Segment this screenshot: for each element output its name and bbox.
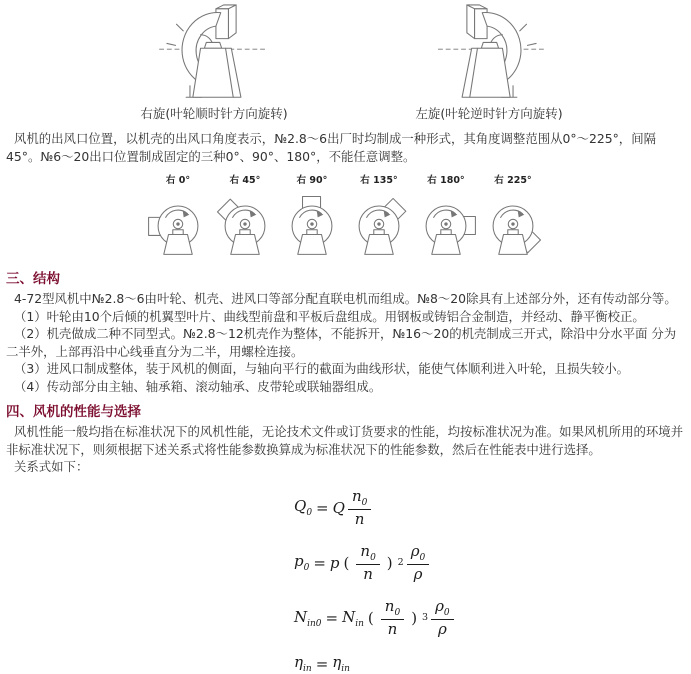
structure-paragraph-inlet: （3）进风口制成整体，装于风机的侧面，与轴向平行的截面为曲线形状，能使气体顺利进入叶轮，且损失较小。 [6,360,685,378]
outlet-position-paragraph: 风机的出风口位置，以机壳的出风口角度表示，№2.8～6出厂时均制成一种形式，其角度调整范围从0°～225°，间隔45°。№6～20出口位置制成固定的三种0°、90°、180°，不能任意调整。 [6,130,685,165]
section-performance-heading: 四、风机的性能与选择 [6,404,685,420]
outlet-angle-drawing-135 [348,188,410,262]
outlet-angle-drawing-45 [214,188,276,262]
right-rotation-fan-drawing [154,4,274,104]
formula-pressure: $p_0$ = p ( $\frac{n_0}{n}$ ) 2 $\frac{\rho_0}{\rho}$ [294,543,685,583]
outlet-angle-drawing-180 [415,188,477,262]
outlet-angle-label: 右 45° [214,175,276,187]
outlet-angle-figure-135 [348,175,410,262]
outlet-angle-label: 右 90° [281,175,343,187]
left-rotation-fan-drawing [429,4,549,104]
outlet-angle-drawing-0 [147,188,209,262]
formula-lead-in: 关系式如下： [6,458,685,476]
formula-flow-rate: $Q_0$ = Q $\frac{n_0}{n}$ [294,488,685,528]
structure-paragraph-impeller: （1）叶轮由10个后倾的机翼型叶片、曲线型前盘和平板后盘组成。用钢板或铸铝合金制造，并经动、静平衡校正。 [6,308,685,326]
figure-right-rotation [64,4,364,121]
formula-block [6,488,685,674]
outlet-angle-label: 右 225° [482,175,544,187]
structure-paragraph-casing: （2）机壳做成二种不同型式。№2.8～12机壳作为整体，不能拆开，№16～20的机壳制成三开式，除沿中分水平面 分为二半外，上部再沿中心线垂直分为二半，用螺栓连接。 [6,325,685,360]
left-rotation-caption: 左旋(叶轮逆时针方向旋转) [364,106,614,121]
structure-paragraph-overview: 4-72型风机中№2.8～6由叶轮、机壳、进风口等部分配直联电机而组成。№8～20除具有上述部分外，还有传动部分等。 [6,290,685,308]
structure-paragraph-drive: （4）传动部分由主轴、轴承箱、滚动轴承、皮带轮或联轴器组成。 [6,378,685,396]
outlet-angle-figure-0 [147,175,209,262]
outlet-angle-strip [6,175,685,262]
outlet-angle-label: 右 135° [348,175,410,187]
rotation-figures [6,4,685,121]
outlet-angle-figure-45 [214,175,276,262]
outlet-angle-figure-180 [415,175,477,262]
outlet-angle-drawing-225 [482,188,544,262]
outlet-angle-label: 右 0° [147,175,209,187]
outlet-angle-drawing-90 [281,188,343,262]
outlet-angle-figure-90 [281,175,343,262]
performance-paragraph: 风机性能一般均指在标准状况下的风机性能，无论技术文件或订货要求的性能，均按标准状况为准。如果风机所用的环境并非标准状况下，则须根据下述关系式将性能参数换算成为标准状况下的性能参数，然后在性能表中进行选择。 [6,423,685,458]
section-structure-heading: 三、结构 [6,271,685,287]
formula-internal-efficiency: $\eta_{in}$ = $\eta_{in}$ [294,653,685,674]
outlet-angle-figure-225 [482,175,544,262]
figure-left-rotation [364,4,614,121]
formula-internal-power: $N_{in0}$ = $N_{in}$ ( $\frac{n_0}{n}$ ) 3 $\frac{\rho_0}{\rho}$ [294,598,685,638]
outlet-angle-label: 右 180° [415,175,477,187]
right-rotation-caption: 右旋(叶轮顺时针方向旋转) [64,106,364,121]
